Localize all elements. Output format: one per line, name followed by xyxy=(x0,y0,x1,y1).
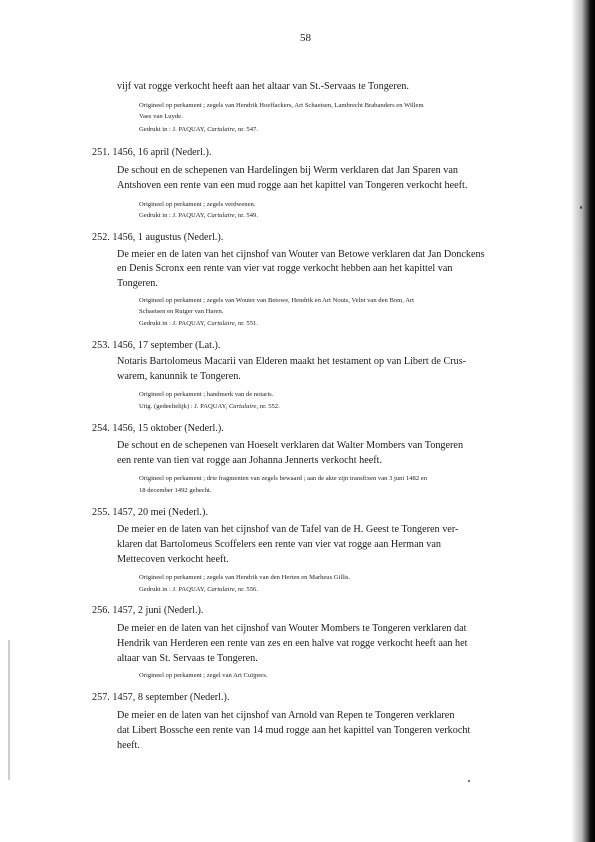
source-note: 18 december 1492 gehecht. xyxy=(139,487,212,494)
entry-date: 1456, 1 augustus (Nederl.). xyxy=(112,232,224,243)
entry-date: 1456, 16 april (Nederl.). xyxy=(112,147,212,158)
source-note: Origineel op perkament ; zegels verdwenen. xyxy=(139,201,256,208)
entry-heading xyxy=(92,606,203,616)
entry-number: 256. xyxy=(92,605,110,616)
text-line: altaar van St. Servaas te Tongeren. xyxy=(117,653,258,664)
text-line: heeft. xyxy=(117,740,140,751)
text-line: Tongeren. xyxy=(117,278,158,289)
text-line: een rente van tien vat rogge aan Johanna Jennerts verkocht heeft. xyxy=(117,455,383,466)
page-number: 58 xyxy=(300,32,311,44)
entry-heading xyxy=(92,341,220,351)
text-line: warem, kanunnik te Tongeren. xyxy=(117,371,241,382)
text-line: dat Libert Bossche een rente van 14 mud rogge aan het kapittel van Tongeren verkocht xyxy=(117,725,471,736)
scan-speck xyxy=(580,206,582,209)
entry-number: 251. xyxy=(92,147,110,158)
edition-reference: Gedrukt in : J. PAQUAY, Cartulaire, nr. 556. xyxy=(139,586,258,593)
text-line: Mettecoven verkocht heeft. xyxy=(117,554,229,565)
entry-number: 257. xyxy=(92,692,110,703)
scan-left-mark xyxy=(8,640,10,780)
entry-number: 255. xyxy=(92,507,110,518)
entry-heading xyxy=(92,148,211,158)
entry-number: 252. xyxy=(92,232,110,243)
entry-date: 1457, 2 juni (Nederl.). xyxy=(112,605,204,616)
text-line: De schout en de schepenen van Hoeselt verklaren dat Walter Mombers van Tongeren xyxy=(117,440,464,451)
source-note: Origineel op perkament ; zegel van Art Cuijpers. xyxy=(139,672,268,679)
source-note: Origineel op perkament ; zegels van Wouter van Betowe, Hendrik en Art Nouts, Velnt van den Bom, Art xyxy=(139,297,415,304)
entry-date: 1456, 17 september (Lat.). xyxy=(112,340,221,351)
source-note: Schaetsen en Rutger van Haren. xyxy=(139,308,224,315)
entry-date: 1457, 20 mei (Nederl.). xyxy=(112,507,208,518)
source-note: Origineel op perkament ; zegels van Hendrik van den Herten en Marheus Gillis. xyxy=(139,574,351,581)
edition-reference: Uitg. (gedeeltelijk) : J. PAQUAY, Cartulaire, nr. 552. xyxy=(139,403,280,410)
text-line: klaren dat Bartolomeus Scoffelers een rente van vier vat rogge aan Herman van xyxy=(117,539,441,550)
scan-speck xyxy=(468,780,470,782)
text-line: en Denis Scronx een rente van vier vat rogge verkocht hebben aan het kapittel van xyxy=(117,263,453,274)
source-note: Vaes van Luyde. xyxy=(139,113,183,120)
text-line: De meier en de laten van het cijnshof van de Tafel van de H. Geest te Tongeren ver- xyxy=(117,524,459,535)
text-line: De meier en de laten van het cijnshof van Wouter van Betowe verklaren dat Jan Donckens xyxy=(117,249,485,260)
source-note: Origineel op perkament ; drie fragmenten van zegels bewaard ; aan de akte zijn transfixen van 3 juni 1482 en xyxy=(139,475,428,482)
edition-reference: Gedrukt in : J. PAQUAY, Cartulaire, nr. 549. xyxy=(139,212,258,219)
text-line: De meier en de laten van het cijnshof van Wouter Mombers te Tongeren verklaren dat xyxy=(117,623,467,634)
entry-number: 254. xyxy=(92,423,110,434)
entry-date: 1457, 8 september (Nederl.). xyxy=(112,692,230,703)
text-line: Antshoven een rente van een mud rogge aan het kapittel van Tongeren verkocht heeft. xyxy=(117,180,468,191)
source-note: Origineel op perkament ; handmerk van de notaris. xyxy=(139,391,274,398)
scan-edge-shadow xyxy=(571,0,595,842)
text-line: De schout en de schepenen van Hardelingen bij Werm verklaren dat Jan Sparen van xyxy=(117,165,458,176)
edition-reference: Gedrukt in : J. PAQUAY, Cartulaire, nr. 551. xyxy=(139,320,258,327)
entry-heading xyxy=(92,508,208,518)
text-line: De meier en de laten van het cijnshof van Arnold van Repen te Tongeren verklaren xyxy=(117,710,455,721)
text-line: Notaris Bartolomeus Macarii van Elderen maakt het testament op van Libert de Crus- xyxy=(117,356,467,367)
edition-reference: Gedrukt in : J. PAQUAY, Cartulaire, nr. 547. xyxy=(139,126,258,133)
text-line: Hendrik van Herderen een rente van zes en een halve vat rogge verkocht heeft aan het xyxy=(117,638,468,649)
entry-heading xyxy=(92,233,223,243)
entry-date: 1456, 15 oktober (Nederl.). xyxy=(112,423,224,434)
entry-number: 253. xyxy=(92,340,110,351)
text-line: vijf vat rogge verkocht heeft aan het altaar van St.-Servaas te Tongeren. xyxy=(117,81,409,92)
entry-heading xyxy=(92,693,230,703)
source-note: Origineel op perkament ; zegels van Hendrik Hoeffackers, Art Schaetsen, Lambrecht Brabanders en Willem xyxy=(139,102,424,109)
entry-heading xyxy=(92,424,224,434)
